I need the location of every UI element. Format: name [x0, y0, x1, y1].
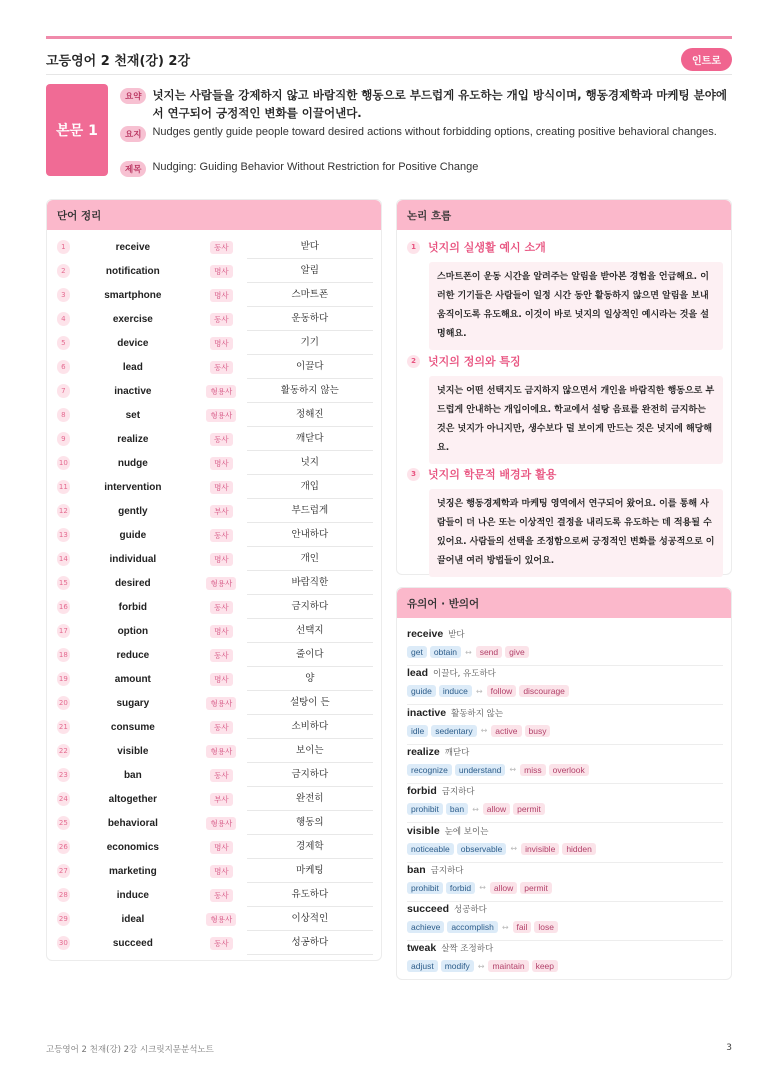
antonym-tag: follow	[487, 685, 517, 697]
part-of-speech-badge: 동사	[210, 241, 233, 254]
vocab-row	[55, 859, 373, 883]
vocab-row	[55, 523, 373, 547]
vocab-word: guide	[119, 529, 147, 541]
vocab-panel	[46, 199, 382, 961]
vocab-row	[55, 619, 373, 643]
vocab-meaning: 완전히	[247, 787, 373, 811]
synonym-tag: guide	[407, 685, 436, 697]
synonym-tag: recognize	[407, 764, 452, 776]
part-of-speech-badge: 형용사	[206, 817, 236, 830]
part-of-speech-badge: 형용사	[206, 409, 236, 422]
step-title: 넛지의 학문적 배경과 활용	[428, 468, 557, 481]
vocab-number: 12	[57, 504, 70, 518]
vocab-word: induce	[116, 889, 149, 901]
vocab-panel-title: 단어 정리	[47, 200, 381, 230]
part-of-speech-badge: 부사	[210, 505, 233, 518]
step-body: 넛징은 행동경제학과 마케팅 영역에서 연구되어 왔어요. 이를 통해 사람들이 더 나은 또는 이상적인 결정을 내리도록 유도하는 데 적용될 수 있어요. 사람들의 선택을 조정함으로써 긍정적인 변화를 성공적으로 이끌어낸 여러 방법들이 있어요.	[429, 489, 723, 577]
vocab-word: altogether	[108, 793, 158, 805]
vocab-word: nudge	[117, 457, 148, 469]
entry-meaning: 금지하다	[430, 865, 464, 876]
vocab-word: lead	[122, 361, 143, 373]
top-accent-rule	[46, 36, 732, 39]
part-of-speech-badge: 명사	[210, 337, 233, 350]
synonym-tag: obtain	[430, 646, 461, 658]
vocab-number: 20	[57, 696, 70, 710]
vocab-row	[55, 379, 373, 403]
vocab-meaning: 선택지	[247, 619, 373, 643]
entry-meaning: 이끌다, 유도하다	[433, 669, 496, 680]
vocab-row	[55, 427, 373, 451]
vocab-number: 3	[57, 288, 70, 302]
vocab-meaning: 받다	[247, 235, 373, 259]
synonym-tag: observable	[457, 843, 507, 855]
part-of-speech-badge: 형용사	[206, 697, 236, 710]
vocab-meaning: 개인	[247, 547, 373, 571]
synonym-tag: accomplish	[447, 921, 498, 933]
part-of-speech-badge: 형용사	[206, 577, 236, 590]
summary-row-title	[120, 159, 732, 177]
entry-word: inactive	[407, 706, 447, 719]
section-badge: 본문 1	[46, 84, 108, 176]
vocab-meaning: 알림	[247, 259, 373, 283]
logic-panel-title: 논리 흐름	[397, 200, 731, 230]
vocab-row	[55, 691, 373, 715]
entry-word: tweak	[407, 942, 437, 955]
vocab-number: 10	[57, 456, 70, 470]
synonym-antonym-panel	[396, 587, 732, 980]
vocab-row	[55, 475, 373, 499]
vocab-meaning: 운동하다	[247, 307, 373, 331]
part-of-speech-badge: 동사	[210, 433, 233, 446]
vocab-number: 11	[57, 480, 70, 494]
vocab-number: 17	[57, 624, 70, 638]
vocab-row	[55, 355, 373, 379]
entry-meaning: 성공하다	[454, 905, 487, 916]
main-idea-tag: 요지	[120, 126, 146, 142]
vocab-meaning: 정해진	[247, 403, 373, 427]
entry-word: succeed	[407, 903, 450, 916]
entry-meaning: 깨닫다	[444, 747, 470, 758]
vocab-number: 5	[57, 336, 70, 350]
synonym-panel-title: 유의어 · 반의어	[397, 588, 731, 618]
vocab-number: 24	[57, 792, 70, 806]
summary-text: 넛지는 사람들을 강제하지 않고 바람직한 행동으로 부드럽게 유도하는 개입 방식이며, 행동경제학과 마케팅 분야에서 연구되어 긍정적인 변화를 이끌어낸다.	[152, 88, 727, 120]
vocab-number: 28	[57, 888, 70, 902]
entry-meaning: 받다	[448, 630, 465, 640]
entry-meaning: 활동하지 않는	[451, 708, 504, 719]
vocab-row	[55, 931, 373, 955]
vocab-number: 23	[57, 768, 70, 782]
antonym-tag: discourage	[519, 685, 569, 697]
title-text: Nudging: Guiding Behavior Without Restriction for Positive Change	[152, 161, 479, 173]
part-of-speech-badge: 동사	[210, 529, 233, 542]
part-of-speech-badge: 명사	[210, 673, 233, 686]
vocab-word: consume	[110, 721, 155, 733]
synonym-tag: induce	[439, 685, 472, 697]
vocab-number: 7	[57, 384, 70, 398]
antonym-tag: invisible	[521, 843, 559, 855]
part-of-speech-badge: 동사	[210, 601, 233, 614]
vocab-number: 16	[57, 600, 70, 614]
synonym-tag: forbid	[446, 882, 475, 894]
summary-section	[46, 84, 732, 176]
page-header	[46, 46, 732, 72]
antonym-tag: hidden	[562, 843, 596, 855]
vocab-meaning: 설탕이 든	[247, 691, 373, 715]
vocab-row	[55, 883, 373, 907]
antonym-tag: permit	[520, 882, 552, 894]
part-of-speech-badge: 동사	[210, 769, 233, 782]
vocab-meaning: 행동의	[247, 811, 373, 835]
synonym-tag: prohibit	[407, 882, 443, 894]
synonym-tag: idle	[407, 725, 428, 737]
antonym-tag: send	[476, 646, 502, 658]
synonym-entry	[407, 628, 723, 666]
opposite-arrow-icon: ↔	[510, 844, 518, 853]
synonym-tag: modify	[441, 960, 474, 972]
vocab-meaning: 이끌다	[247, 355, 373, 379]
part-of-speech-badge: 명사	[210, 481, 233, 494]
vocab-row	[55, 811, 373, 835]
antonym-tag: maintain	[488, 960, 528, 972]
vocab-meaning: 활동하지 않는	[247, 379, 373, 403]
part-of-speech-badge: 명사	[210, 625, 233, 638]
vocab-number: 29	[57, 912, 70, 926]
vocab-row	[55, 259, 373, 283]
part-of-speech-badge: 형용사	[206, 385, 236, 398]
vocab-number: 14	[57, 552, 70, 566]
synonym-tag: noticeable	[407, 843, 454, 855]
antonym-tag: miss	[520, 764, 545, 776]
vocab-row	[55, 547, 373, 571]
logic-step	[407, 352, 723, 464]
synonym-entry	[407, 785, 723, 823]
part-of-speech-badge: 명사	[210, 265, 233, 278]
step-number: 2	[407, 355, 420, 368]
entry-word: visible	[407, 824, 440, 837]
vocab-row	[55, 403, 373, 427]
synonym-entry	[407, 864, 723, 902]
synonym-entry	[407, 667, 723, 705]
opposite-arrow-icon: ↔	[472, 804, 479, 814]
part-of-speech-badge: 형용사	[206, 913, 236, 926]
header-divider	[46, 74, 732, 75]
opposite-arrow-icon: ↔	[501, 922, 509, 932]
antonym-tag: keep	[532, 960, 558, 972]
vocab-row	[55, 763, 373, 787]
antonym-tag: lose	[534, 921, 558, 933]
vocab-meaning: 스마트폰	[247, 283, 373, 307]
synonym-entry	[407, 746, 723, 784]
vocab-number: 9	[57, 432, 70, 446]
vocab-row	[55, 835, 373, 859]
antonym-tag: overlook	[549, 764, 589, 776]
opposite-arrow-icon: ↔	[475, 686, 483, 696]
vocab-row	[55, 451, 373, 475]
opposite-arrow-icon: ↔	[480, 726, 488, 736]
step-title: 넛지의 실생활 예시 소개	[428, 241, 546, 254]
antonym-tag: allow	[490, 882, 517, 894]
vocab-meaning: 성공하다	[247, 931, 373, 955]
part-of-speech-badge: 명사	[210, 457, 233, 470]
summary-row-gist	[120, 86, 734, 122]
logic-step	[407, 238, 723, 350]
vocab-word: sugary	[116, 697, 150, 709]
step-number: 3	[407, 468, 420, 481]
part-of-speech-badge: 동사	[210, 313, 233, 326]
page-title: 고등영어 2 천재(강) 2강	[46, 53, 191, 69]
vocab-number: 2	[57, 264, 70, 278]
step-number: 1	[407, 241, 420, 254]
vocab-word: amount	[114, 673, 151, 685]
summary-tag: 요약	[120, 88, 146, 104]
part-of-speech-badge: 동사	[210, 937, 233, 950]
part-of-speech-badge: 명사	[210, 865, 233, 878]
vocab-meaning: 줄이다	[247, 643, 373, 667]
vocab-number: 18	[57, 648, 70, 662]
vocab-meaning: 경제학	[247, 835, 373, 859]
vocab-row	[55, 907, 373, 931]
vocab-number: 13	[57, 528, 70, 542]
vocab-number: 1	[57, 240, 70, 254]
vocab-word: realize	[117, 433, 149, 445]
vocab-word: economics	[106, 841, 159, 853]
part-of-speech-badge: 명사	[210, 289, 233, 302]
vocab-row	[55, 667, 373, 691]
vocab-number: 4	[57, 312, 70, 326]
vocab-meaning: 양	[247, 667, 373, 691]
vocab-word: intervention	[104, 481, 162, 493]
vocab-row	[55, 571, 373, 595]
vocab-number: 19	[57, 672, 70, 686]
footer-book-title: 고등영어 2 천재(강) 2강 시크릿지문분석노트	[46, 1045, 214, 1055]
vocab-row	[55, 307, 373, 331]
part-of-speech-badge: 명사	[210, 553, 233, 566]
page-number: 3	[726, 1043, 732, 1053]
vocab-meaning: 금지하다	[247, 763, 373, 787]
vocab-meaning: 개입	[247, 475, 373, 499]
step-title: 넛지의 정의와 특징	[428, 355, 521, 368]
vocab-meaning: 넛지	[247, 451, 373, 475]
vocab-word: device	[117, 337, 149, 349]
synonym-entry	[407, 825, 723, 863]
entry-meaning: 눈에 보이는	[444, 826, 489, 837]
antonym-tag: give	[505, 646, 529, 658]
entry-meaning: 금지하다	[441, 787, 475, 798]
vocab-meaning: 안내하다	[247, 523, 373, 547]
vocab-meaning: 이상적인	[247, 907, 373, 931]
vocab-meaning: 소비하다	[247, 715, 373, 739]
intro-button[interactable]: 인트로	[681, 48, 732, 71]
vocab-word: reduce	[116, 649, 150, 661]
vocab-meaning: 유도하다	[247, 883, 373, 907]
entry-word: lead	[407, 667, 429, 680]
opposite-arrow-icon: ↔	[465, 647, 472, 657]
synonym-entry	[407, 707, 723, 745]
logic-flow-panel	[396, 199, 732, 575]
vocab-meaning: 기기	[247, 331, 373, 355]
part-of-speech-badge: 명사	[210, 841, 233, 854]
vocab-row	[55, 643, 373, 667]
vocab-word: ban	[123, 769, 142, 781]
synonym-tag: adjust	[407, 960, 438, 972]
vocab-word: option	[117, 625, 149, 637]
vocab-word: marketing	[108, 865, 157, 877]
vocab-row	[55, 499, 373, 523]
vocab-word: individual	[109, 553, 157, 565]
vocab-number: 25	[57, 816, 70, 830]
vocab-row	[55, 715, 373, 739]
vocab-word: ideal	[121, 913, 145, 925]
synonym-tag: sedentary	[431, 725, 476, 737]
vocab-word: forbid	[118, 601, 147, 613]
part-of-speech-badge: 동사	[210, 361, 233, 374]
vocab-number: 27	[57, 864, 70, 878]
opposite-arrow-icon: ↔	[509, 765, 517, 775]
antonym-tag: allow	[483, 803, 510, 815]
antonym-tag: active	[491, 725, 521, 737]
step-body: 스마트폰이 운동 시간을 알려주는 알림을 받아본 경험을 언급해요. 이러한 기기들은 사람들이 일정 시간 동안 활동하지 않으면 알림을 보내 움직이도록 유도해요. 이것이 바로 넛지의 일상적인 예시라는 것을 설명해요.	[429, 262, 723, 350]
part-of-speech-badge: 동사	[210, 721, 233, 734]
vocab-word: desired	[115, 577, 151, 589]
vocab-word: notification	[105, 265, 160, 277]
synonym-tag: understand	[455, 764, 506, 776]
part-of-speech-badge: 형용사	[206, 745, 236, 758]
vocab-number: 15	[57, 576, 70, 590]
entry-word: receive	[407, 628, 444, 640]
vocab-word: receive	[115, 241, 151, 253]
vocab-row	[55, 787, 373, 811]
part-of-speech-badge: 동사	[210, 889, 233, 902]
vocab-word: inactive	[114, 385, 152, 397]
part-of-speech-badge: 동사	[210, 649, 233, 662]
vocab-word: behavioral	[107, 817, 158, 829]
entry-word: ban	[407, 863, 426, 876]
vocab-word: gently	[118, 505, 148, 517]
vocab-number: 22	[57, 744, 70, 758]
vocab-row	[55, 595, 373, 619]
vocab-meaning: 바람직한	[247, 571, 373, 595]
synonym-tag: ban	[446, 803, 468, 815]
synonym-entry	[407, 903, 723, 941]
antonym-tag: fail	[513, 921, 532, 933]
title-tag: 제목	[120, 161, 146, 177]
vocab-row	[55, 235, 373, 259]
vocab-meaning: 보이는	[247, 739, 373, 763]
part-of-speech-badge: 부사	[210, 793, 233, 806]
synonym-tag: get	[407, 646, 427, 658]
vocab-number: 8	[57, 408, 70, 422]
logic-step	[407, 465, 723, 577]
step-body: 넛지는 어떤 선택지도 금지하지 않으면서 개인을 바람직한 행동으로 부드럽게 안내하는 개입이에요. 학교에서 설탕 음료를 완전히 금지하는 것은 넛지가 아니지만, 생수보다 덜 보이게 만드는 것은 넛지에 해당해요.	[429, 376, 723, 464]
synonym-tag: achieve	[407, 921, 444, 933]
vocab-word: set	[125, 409, 141, 421]
opposite-arrow-icon: ↔	[477, 961, 485, 971]
vocab-row	[55, 739, 373, 763]
summary-row-main-idea	[120, 124, 732, 142]
vocab-word: succeed	[112, 937, 153, 949]
vocab-word: smartphone	[104, 289, 162, 301]
antonym-tag: permit	[513, 803, 545, 815]
synonym-tag: prohibit	[407, 803, 443, 815]
vocab-number: 30	[57, 936, 70, 950]
entry-meaning: 살짝 조정하다	[441, 944, 494, 955]
vocab-number: 26	[57, 840, 70, 854]
synonym-entry	[407, 942, 723, 980]
vocab-meaning: 마케팅	[247, 859, 373, 883]
vocab-meaning: 부드럽게	[247, 499, 373, 523]
vocab-word: visible	[117, 745, 149, 757]
opposite-arrow-icon: ↔	[479, 883, 486, 893]
antonym-tag: busy	[525, 725, 551, 737]
entry-word: forbid	[407, 785, 437, 798]
vocab-row	[55, 331, 373, 355]
vocab-meaning: 깨닫다	[247, 427, 373, 451]
vocab-number: 6	[57, 360, 70, 374]
vocab-number: 21	[57, 720, 70, 734]
main-idea-text: Nudges gently guide people toward desired actions without forbidding options, creating positive behavioral changes.	[152, 126, 717, 138]
vocab-row	[55, 283, 373, 307]
vocab-word: exercise	[112, 313, 153, 325]
entry-word: realize	[407, 745, 440, 758]
vocab-meaning: 금지하다	[247, 595, 373, 619]
